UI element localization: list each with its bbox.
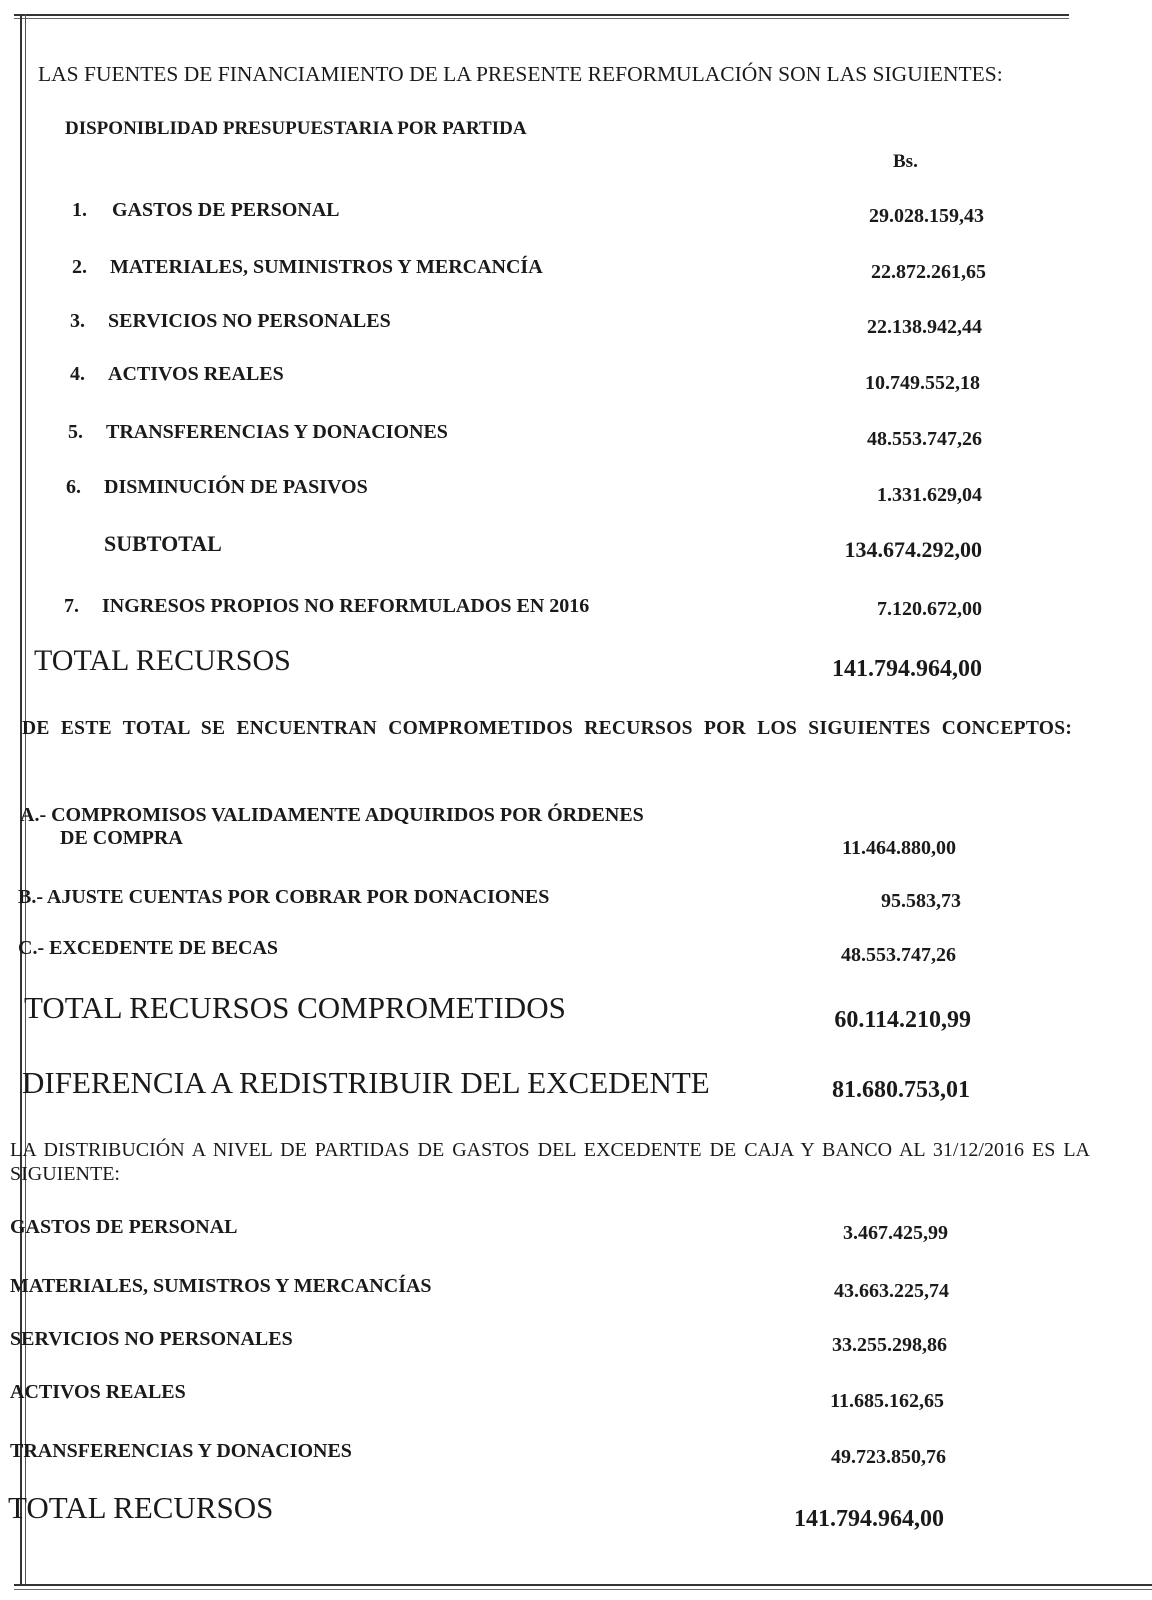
total-recursos-label: TOTAL RECURSOS: [34, 644, 291, 677]
item-value: 29.028.159,43: [869, 205, 984, 227]
subtotal-label: SUBTOTAL: [104, 531, 222, 556]
item-label: ACTIVOS REALES: [108, 363, 284, 385]
item-label: GASTOS DE PERSONAL: [112, 199, 340, 221]
diferencia-label: DIFERENCIA A REDISTRIBUIR DEL EXCEDENTE: [22, 1065, 710, 1100]
subtotal-value: 134.674.292,00: [844, 537, 982, 562]
distribution-label: ACTIVOS REALES: [10, 1381, 186, 1403]
distribution-value: 33.255.298,86: [832, 1334, 947, 1356]
bottom-border: [14, 1584, 1152, 1586]
commitment-label: C.- EXCEDENTE DE BECAS: [18, 937, 279, 959]
item-label: SERVICIOS NO PERSONALES: [108, 310, 391, 332]
distribution-value: 3.467.425,99: [843, 1222, 948, 1244]
intro-text: LAS FUENTES DE FINANCIAMIENTO DE LA PRESENTE REFORMULACIÓN SON LAS SIGUIENTES:: [38, 62, 1003, 86]
item-label: DISMINUCIÓN DE PASIVOS: [104, 476, 368, 498]
commitment-label: B.- AJUSTE CUENTAS POR COBRAR POR DONACIONES: [18, 886, 550, 908]
distribution-label: TRANSFERENCIAS Y DONACIONES: [10, 1440, 352, 1462]
distribution-label: GASTOS DE PERSONAL: [10, 1216, 238, 1238]
total-comprometidos-label: TOTAL RECURSOS COMPROMETIDOS: [24, 990, 566, 1025]
commitment-value: 11.464.880,00: [842, 837, 956, 859]
item-value: 22.872.261,65: [871, 261, 986, 283]
item-label: INGRESOS PROPIOS NO REFORMULADOS EN 2016: [102, 595, 590, 617]
item-number: 1.: [72, 199, 87, 221]
total-recursos-value: 141.794.964,00: [832, 656, 982, 682]
section3-intro: LA DISTRIBUCIÓN A NIVEL DE PARTIDAS DE GASTOS DEL EXCEDENTE DE CAJA Y BANCO AL 31/12/2016 ES LA SIGUIENTE:: [10, 1139, 1090, 1185]
section1-heading: DISPONIBLIDAD PRESUPUESTARIA POR PARTIDA: [65, 118, 527, 139]
commitment-value: 95.583,73: [881, 890, 961, 912]
bottom-border-inner: [14, 1589, 1152, 1590]
item-value: 1.331.629,04: [877, 484, 982, 506]
total-recursos-final-label: TOTAL RECURSOS: [8, 1490, 274, 1525]
item-number: 2.: [72, 256, 87, 278]
item-number: 5.: [68, 421, 83, 443]
item-value: 22.138.942,44: [867, 316, 982, 338]
distribution-value: 43.663.225,74: [834, 1280, 949, 1302]
top-border: [14, 14, 1069, 16]
top-border-inner: [14, 18, 1069, 19]
distribution-label: SERVICIOS NO PERSONALES: [10, 1328, 293, 1350]
currency-label: Bs.: [893, 151, 918, 172]
item-value: 10.749.552,18: [865, 372, 980, 394]
commitment-label: A.- COMPROMISOS VALIDAMENTE ADQUIRIDOS POR ÓRDENES: [20, 804, 644, 826]
distribution-label: MATERIALES, SUMISTROS Y MERCANCÍAS: [10, 1275, 432, 1297]
item-value: 7.120.672,00: [877, 598, 982, 620]
total-comprometidos-value: 60.114.210,99: [834, 1007, 971, 1033]
item-label: MATERIALES, SUMINISTROS Y MERCANCÍA: [110, 256, 543, 278]
distribution-value: 11.685.162,65: [830, 1390, 944, 1412]
item-number: 6.: [66, 476, 81, 498]
commitment-value: 48.553.747,26: [841, 944, 956, 966]
item-value: 48.553.747,26: [867, 428, 982, 450]
distribution-value: 49.723.850,76: [831, 1446, 946, 1468]
diferencia-value: 81.680.753,01: [832, 1077, 970, 1103]
item-number: 3.: [70, 310, 85, 332]
section2-intro: DE ESTE TOTAL SE ENCUENTRAN COMPROMETIDOS RECURSOS POR LOS SIGUIENTES CONCEPTOS:: [22, 718, 1073, 739]
item-number: 4.: [70, 363, 85, 385]
item-label: TRANSFERENCIAS Y DONACIONES: [106, 421, 448, 443]
item-number: 7.: [64, 595, 79, 617]
total-recursos-final-value: 141.794.964,00: [794, 1506, 944, 1532]
commitment-label-cont: DE COMPRA: [60, 827, 183, 849]
